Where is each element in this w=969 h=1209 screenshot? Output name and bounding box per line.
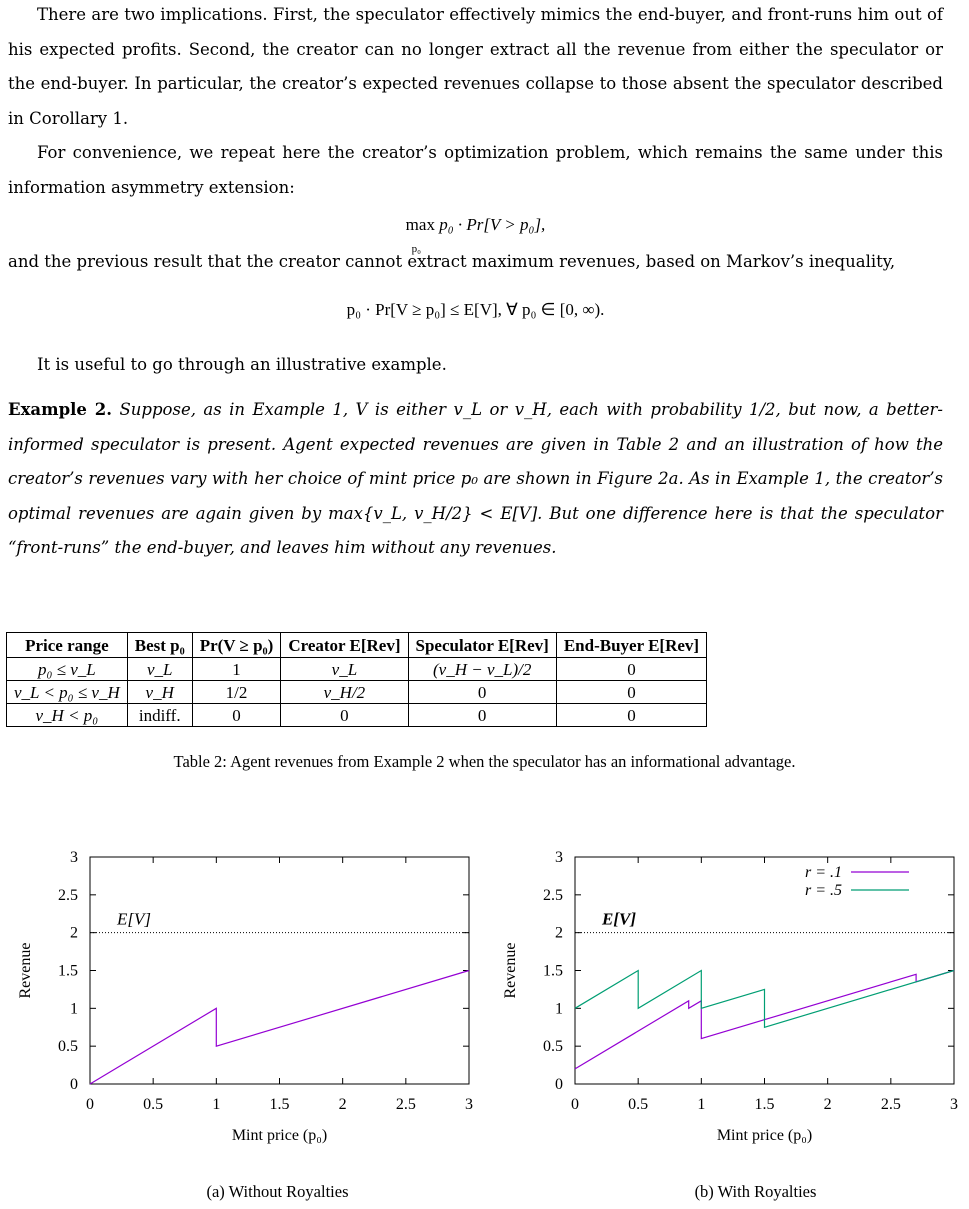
x-tick-label: 3 xyxy=(950,1096,958,1113)
legend-label: r = .5 xyxy=(804,882,842,899)
table-header: Pr(V ≥ p₀) xyxy=(192,633,281,658)
paragraph-implications: There are two implications. First, the speculator effectively mimics the end-buyer, and front-runs him out of his expected profits. Second, the creator can no longer extract all the revenue from either the speculator or the end-buyer. In particular, the creator’s expected revenues collapse to those absent the speculator described in Corollary 1. xyxy=(8,5,943,128)
x-tick-label: 2.5 xyxy=(395,1096,416,1113)
table-cell: 0 xyxy=(556,704,706,727)
example-text: Suppose, as in Example 1, V is either v_L or v_H, each with probability 1/2, but now, a better-informed speculator is present. Agent expected revenues are given in Table 2 and an illustration of how the creator’s revenues vary with her choice of mint price p₀ are shown in Figure 2a. As in Example 1, the creator’s optimal revenues are again given by max{v_L, v_H/2} < E[V]. But one difference here is that the speculator “front-runs” the end-buyer, and leaves him without any revenues. xyxy=(8,400,943,557)
y-tick-label: 3 xyxy=(70,849,78,866)
y-tick-label: 2.5 xyxy=(543,886,563,904)
x-tick-label: 2.5 xyxy=(880,1096,901,1113)
example-2 xyxy=(8,393,943,566)
table-cell: v_H/2 xyxy=(281,681,408,704)
table-cell: 1 xyxy=(192,658,281,681)
table-cell: indiff. xyxy=(127,704,192,727)
legend-label: r = .1 xyxy=(804,864,842,881)
x-tick-label: 0.5 xyxy=(143,1096,164,1113)
paper-body xyxy=(8,0,943,566)
figure-a-caption: (a) Without Royalties xyxy=(206,1182,349,1201)
table-cell: v_L xyxy=(281,658,408,681)
table-cell: v_L < p₀ ≤ v_H xyxy=(7,681,128,704)
chart-without-royalties xyxy=(0,840,485,1160)
equation-markov: p₀ · Pr[V ≥ p₀] ≤ E[V], ∀ p₀ ∈ [0, ∞). xyxy=(346,299,605,319)
table-cell: 0 xyxy=(556,658,706,681)
series-line xyxy=(575,971,954,1028)
paragraph-illustrative: It is useful to go through an illustrative example. xyxy=(37,354,447,374)
figure-b-caption: (b) With Royalties xyxy=(694,1182,817,1201)
y-tick-label: 2 xyxy=(555,924,563,942)
y-axis-label: Revenue xyxy=(17,942,34,999)
plot-frame xyxy=(575,857,954,1084)
x-tick-label: 1.5 xyxy=(269,1096,290,1113)
table-cell: v_H < p₀ xyxy=(7,704,128,727)
y-tick-label: 1.5 xyxy=(543,962,563,980)
table-cell: 0 xyxy=(556,681,706,704)
x-tick-label: 0 xyxy=(86,1096,94,1113)
expected-value-label: E[V] xyxy=(602,909,636,929)
table-row xyxy=(7,681,707,704)
y-tick-label: 1.5 xyxy=(58,962,78,980)
y-tick-label: 2.5 xyxy=(58,886,78,904)
x-tick-label: 0.5 xyxy=(628,1096,649,1113)
table-cell: p₀ ≤ v_L xyxy=(7,658,128,681)
table-cell: 1/2 xyxy=(192,681,281,704)
y-tick-label: 2 xyxy=(70,924,78,942)
table-cell: 0 xyxy=(192,704,281,727)
y-tick-label: 1 xyxy=(555,1000,563,1018)
table-header: End-Buyer E[Rev] xyxy=(556,633,706,658)
eq-max-op: max p₀ xyxy=(405,215,435,255)
revenue-table xyxy=(6,632,707,727)
x-axis-label: Mint price (p₀) xyxy=(716,1127,813,1144)
y-tick-label: 0.5 xyxy=(543,1038,563,1056)
y-tick-label: 1 xyxy=(70,1000,78,1018)
series-line xyxy=(90,971,469,1085)
x-tick-label: 0 xyxy=(571,1096,579,1113)
x-tick-label: 3 xyxy=(465,1096,473,1113)
y-tick-label: 0 xyxy=(555,1076,563,1093)
equation-max: max p₀ p₀ · Pr[V > p₀], xyxy=(405,215,546,255)
table-cell: (v_H − v_L)/2 xyxy=(408,658,556,681)
chart-with-royalties xyxy=(485,840,969,1160)
y-tick-label: 0 xyxy=(70,1076,78,1093)
y-tick-label: 3 xyxy=(555,849,563,866)
x-tick-label: 1 xyxy=(212,1096,221,1113)
x-axis-label: Mint price (p₀) xyxy=(231,1127,328,1144)
y-axis-label: Revenue xyxy=(502,942,519,999)
x-tick-label: 1.5 xyxy=(754,1096,775,1113)
x-tick-label: 2 xyxy=(338,1096,347,1113)
table-header: Creator E[Rev] xyxy=(281,633,408,658)
table-cell: 0 xyxy=(408,681,556,704)
table-header: Speculator E[Rev] xyxy=(408,633,556,658)
table-cell: v_L xyxy=(127,658,192,681)
table-header-row xyxy=(7,633,707,658)
x-tick-label: 1 xyxy=(697,1096,706,1113)
table-caption: Table 2: Agent revenues from Example 2 when the speculator has an informational advantage. xyxy=(173,752,796,771)
example-label: Example 2. xyxy=(8,400,113,419)
table-row xyxy=(7,704,707,727)
table-cell: 0 xyxy=(408,704,556,727)
table-row xyxy=(7,658,707,681)
y-tick-label: 0.5 xyxy=(58,1038,78,1056)
table-header: Price range xyxy=(7,633,128,658)
expected-value-label: E[V] xyxy=(117,909,151,929)
x-tick-label: 2 xyxy=(823,1096,832,1113)
table-cell: v_H xyxy=(127,681,192,704)
table-cell: 0 xyxy=(281,704,408,727)
table-header: Best p₀ xyxy=(127,633,192,658)
paragraph-markov: and the previous result that the creator cannot extract maximum revenues, based on Markov’s inequality, xyxy=(8,252,896,271)
paragraph-optimization: For convenience, we repeat here the creator’s optimization problem, which remains the same under this information asymmetry extension: xyxy=(8,143,943,197)
